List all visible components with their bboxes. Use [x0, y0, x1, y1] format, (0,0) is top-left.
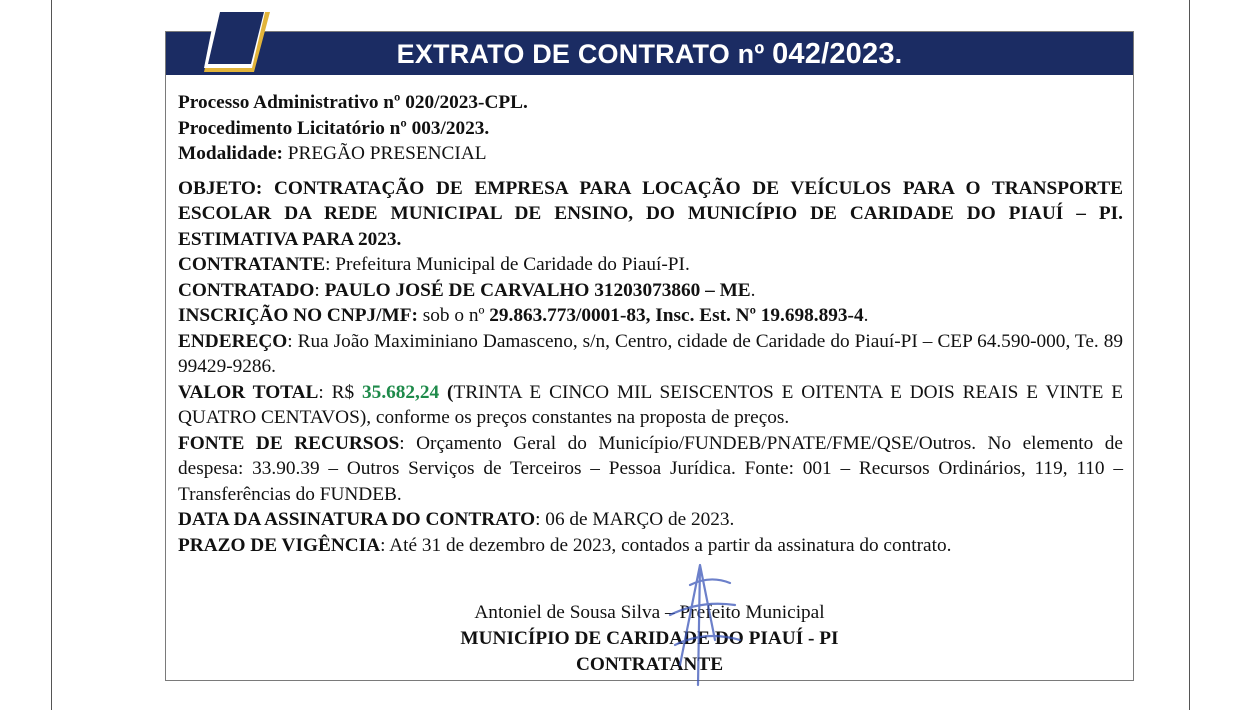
- contratante-label: CONTRATANTE: [178, 254, 326, 275]
- valor-amount: 35.682,24: [362, 381, 440, 403]
- processo-line: Processo Administrativo nº 020/2023-CPL.: [178, 92, 528, 113]
- objeto-line: [178, 176, 1123, 253]
- endereco-line: [178, 329, 1123, 380]
- signature-scribble-icon: [640, 545, 760, 695]
- contratante-line: [178, 252, 1123, 278]
- contratado-value: PAULO JOSÉ DE CARVALHO 31203073860 – ME: [324, 279, 751, 301]
- contratado-sep: :: [314, 279, 325, 301]
- signer-role: CONTRATANTE: [575, 654, 724, 675]
- title-prefix: EXTRATO DE CONTRATO nº: [396, 39, 773, 69]
- modalidade-line: [178, 141, 1123, 167]
- valor-mid: : R$: [318, 381, 363, 403]
- data-label: DATA DA ASSINATURA DO CONTRATO: [178, 509, 536, 530]
- cnpj-end: .: [863, 305, 869, 326]
- modalidade-label: Modalidade:: [178, 143, 283, 164]
- cnpj-line: [178, 303, 1123, 329]
- data-assinatura-line: [178, 507, 1123, 533]
- signer-municipio: MUNICÍPIO DE CARIDADE DO PIAUÍ - PI: [460, 628, 839, 649]
- endereco-label: ENDEREÇO: [178, 330, 288, 352]
- contratado-label: CONTRATADO: [178, 279, 315, 301]
- objeto-label: OBJETO: [178, 177, 256, 199]
- page-border-left: [51, 0, 52, 710]
- prazo-value: : Até 31 de dezembro de 2023, contados a partir da assinatura do contrato.: [380, 534, 952, 556]
- valor-label: VALOR TOTAL: [178, 381, 319, 403]
- modalidade-value: PREGÃO PRESENCIAL: [282, 143, 487, 164]
- prazo-label: PRAZO DE VIGÊNCIA: [178, 534, 381, 556]
- logo-icon: [204, 8, 274, 74]
- valor-text: TRINTA E CINCO MIL SEISCENTOS E OITENTA E DOIS REAIS E VINTE E QUATRO CENTAVOS), conforme os preços constantes na proposta de preços.: [178, 381, 1123, 428]
- cnpj-label: INSCRIÇÃO NO CNPJ/MF:: [178, 305, 418, 326]
- cnpj-value: 29.863.773/0001-83, Insc. Est. Nº 19.698.893-4: [489, 305, 864, 326]
- valor-paren: (: [439, 381, 454, 403]
- title-number: 042/2023: [772, 38, 895, 70]
- cnpj-mid: sob o nº: [417, 305, 490, 326]
- contratado-line: [178, 278, 1123, 304]
- fonte-line: [178, 431, 1123, 508]
- fonte-label: FONTE DE RECURSOS: [178, 432, 400, 454]
- header-banner: [166, 32, 1133, 75]
- endereco-value: : Rua João Maximiniano Damasceno, s/n, Centro, cidade de Caridade do Piauí-PI – CEP 64.590-000, Te. 89 99429-9286.: [178, 330, 1123, 377]
- contratante-value: : Prefeitura Municipal de Caridade do Piauí-PI.: [325, 254, 690, 275]
- procedimento-line: Procedimento Licitatório nº 003/2023.: [178, 117, 490, 139]
- signer-name: Antoniel de Sousa Silva – Prefeito Municipal: [474, 602, 825, 623]
- fonte-value: : Orçamento Geral do Município/FUNDEB/PNATE/FME/QSE/Outros. No elemento de despesa: 33.90.39 – Outros Serviços de Terceiros – Pessoa Jurídica. Fonte: 001 – Recursos Ordinários, 119, 110 – Transferências do FUNDEB.: [178, 432, 1123, 505]
- contract-body: [178, 90, 1123, 558]
- contratado-end: .: [750, 279, 756, 301]
- valor-line: [178, 380, 1123, 431]
- title-suffix: .: [894, 39, 903, 69]
- page-border-right: [1189, 0, 1190, 710]
- data-value: : 06 de MARÇO de 2023.: [535, 509, 735, 530]
- page-title: [166, 38, 1133, 71]
- objeto-value: : CONTRATAÇÃO DE EMPRESA PARA LOCAÇÃO DE VEÍCULOS PARA O TRANSPORTE ESCOLAR DA REDE MUNICIPAL DE ENSINO, DO MUNICÍPIO DE CARIDADE DO PIAUÍ – PI. ESTIMATIVA PARA 2023.: [178, 177, 1123, 250]
